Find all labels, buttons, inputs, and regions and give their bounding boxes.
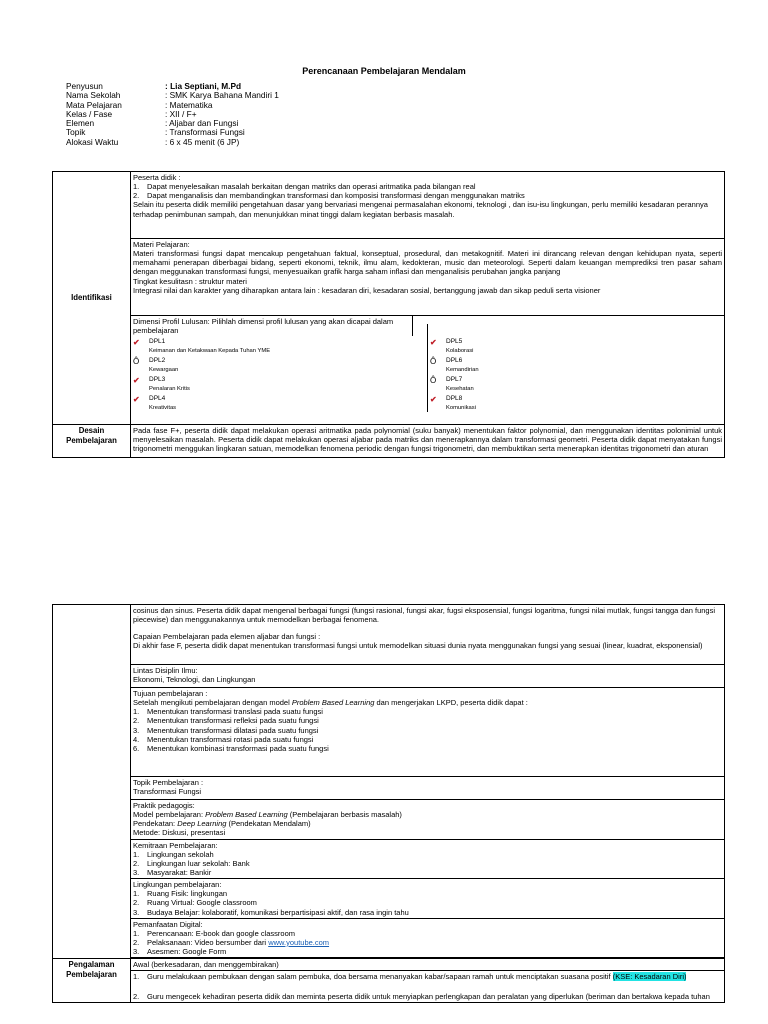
unchecked-icon[interactable]: Ô (430, 357, 437, 367)
profil-desc: Keimanan dan Ketakwaan Kepada Tuhan YME (149, 348, 271, 355)
list-item: 2. Dapat menganalisis dan membandingkan transformasi dan komposisi transformasi dengan menggunakan matriks (133, 191, 525, 201)
desain-label-continued (53, 605, 131, 959)
profil-left-column (131, 324, 428, 412)
profil-name: DPL4 (149, 395, 166, 403)
profil-desc: Kreativitas (149, 405, 177, 412)
materi-tingkat: Tingkat kesulitasn : struktur materi (133, 276, 247, 286)
materi-paragraph: Materi transformasi fungsi dapat mencakup pengetahuan faktual, konseptual, prosedural, dan metakognitif. Materi ini dirancang relevan dengan kehidupan nyata, seperti memahami penerapan diberbagai bidang, seperti ekonomi, teknik, ilmu alam, kedokteran, music dan meteorologi. Seperti dalam keuangan memprediksi tren pasar saham dengan meggunakan transformasi fungsi, menyesuaikan grafik harga saham inflasi dan menganalisis perubahan jangka panjang (133, 249, 722, 277)
profil-name: DPL7 (446, 376, 463, 384)
profil-desc: Kesehatan (446, 386, 474, 393)
meta-label: Elemen (66, 118, 95, 129)
tujuan-cell: Tujuan pembelajaran : Setelah mengikuti pembelajaran dengan model Problem Based Learning dan mengerjakan LKPD, peserta didik dapat : 1. Menentukan transformasi translasi pada suatu fungsi 2. Menentukan transformasi refleksi pada suatu fungsi 3. Menentukan transformasi dilatasi pada suatu fungsi 4. Menentukan transformasi rotasi pada suatu fungsi 6. Menentukan kombinasi transformasi pada suatu fungsi (131, 688, 725, 777)
list-item: 3. Menentukan transformasi dilatasi pada suatu fungsi (133, 725, 319, 735)
meta-value: : SMK Karya Bahana Mandiri 1 (165, 90, 279, 101)
profil-grid (131, 336, 724, 412)
identifikasi-table (52, 171, 725, 458)
list-item: 1. Lingkungan sekolah (133, 849, 214, 859)
meta-label: Alokasi Waktu (66, 136, 119, 147)
profil-item (133, 357, 427, 374)
checkmark-icon[interactable]: ✔ (133, 376, 140, 386)
meta-label: Topik (66, 127, 86, 138)
kemitraan-cell: Kemitraan Pembelajaran: 1. Lingkungan sekolah 2. Lingkungan luar sekolah: Bank 3. Masyarakat: Bankir (131, 839, 725, 879)
profil-item (133, 338, 427, 355)
meta-value: : Matematika (165, 99, 213, 110)
profil-name: DPL3 (149, 376, 166, 384)
profil-item (133, 376, 427, 393)
meta-value: : Lia Septiani, M.Pd (165, 81, 242, 91)
meta-value: : Aljabar dan Fungsi (165, 118, 239, 129)
desain-table (52, 604, 725, 1003)
profil-item (430, 338, 724, 355)
list-item: 1. Dapat menyelesaikan masalah berkaitan dengan matriks dan operasi aritmatika pada bilangan real (133, 182, 476, 192)
checkmark-icon[interactable]: ✔ (430, 338, 437, 348)
identifikasi-label: Identifikasi (53, 172, 131, 425)
list-item: 3. Budaya Belajar: kolaboratif, komunikasi berpartisipasi aktif, dan rasa ingin tahu (133, 907, 409, 917)
meta-block (66, 82, 279, 147)
peserta-paragraph: Selain itu peserta didik memiliki pengetahuan dasar yang bervariasi mengenai permasalahan ekonomi, teknologi , dan isu-isu lingkungan, perlu memiliki kesadaran perannya terhadap penimbunan sampah, dan menunjukkan minat tinggi dalam kegiatan berbasis masalah. (133, 200, 708, 219)
checkmark-icon[interactable]: ✔ (133, 338, 140, 348)
digital-cell: Pemanfaatan Digital: 1. Perencanaan: E-book dan google classroom 2. Pelaksanaan: Video bersumber dari www.youtube.com 3. Asesmen: Google Form (131, 918, 725, 958)
profil-desc: Kewargaan (149, 367, 179, 374)
profil-name: DPL5 (446, 338, 463, 346)
meta-value: : 6 x 45 menit (6 JP) (165, 136, 240, 147)
list-item: 2. Lingkungan luar sekolah: Bank (133, 858, 250, 868)
capaian-head: Capaian Pembelajaran pada elemen aljabar dan fungsi : (133, 632, 321, 642)
peserta-head: Peserta didik : (133, 173, 181, 182)
pengalaman-label: Pengalaman Pembelajaran (53, 959, 131, 1002)
peserta-didik-cell (131, 172, 725, 239)
praktik-cell: Praktik pedagogis: Model pembelajaran: Problem Based Learning (Pembelajaran berbasis masalah) Pendekatan: Deep Learning (Pendekatan Mendalam) Metode: Diskusi, presentasi (131, 800, 725, 840)
materi-head: Materi Pelajaran: (133, 240, 190, 249)
profil-name: DPL2 (149, 357, 166, 365)
profil-desc: Komunikasi (446, 405, 476, 412)
capaian-cell (131, 605, 725, 665)
desain-label: Desain Pembelajaran (53, 425, 131, 458)
kse-highlight: (KSE: Kesadaran Diri) (612, 972, 687, 982)
list-item: 1. Menentukan transformasi translasi pada suatu fungsi (133, 707, 323, 717)
meta-row (66, 138, 279, 147)
unchecked-icon[interactable]: Ô (430, 376, 437, 386)
meta-value: : XII / F+ (165, 108, 197, 119)
lintas-cell: Lintas Disiplin Ilmu: Ekonomi, Teknologi, dan Lingkungan (131, 665, 725, 688)
meta-label: Penyusun (66, 81, 103, 91)
topik-cell: Topik Pembelajaran : Transformasi Fungsi (131, 777, 725, 800)
profil-name: DPL1 (149, 338, 166, 346)
list-item: 3. Masyarakat: Bankir (133, 867, 212, 877)
document-title: Perencanaan Pembelajaran Mendalam (302, 66, 466, 76)
materi-integrasi: Integrasi nilai dan karakter yang diharapkan antara lain : kesadaran diri, kesadaran sosial, bertanggung jawab dan sikap peduli serta visioner (133, 285, 601, 295)
materi-cell (131, 239, 725, 316)
capaian-text: Di akhir fase F, peserta didik dapat menentukan transformasi fungsi untuk memodelkan situasi dunia nyata menggunakan fungsi yang sesuai (linear, kuadrat, eksponensial) (133, 641, 703, 651)
profil-desc: Penalaran Kritis (149, 386, 190, 393)
profil-desc: Kolaborasi (446, 348, 474, 355)
profil-cell (131, 316, 725, 425)
profil-item (430, 376, 724, 393)
list-item: 2. Ruang Virtual: Google classroom (133, 898, 257, 908)
checkmark-icon[interactable]: ✔ (133, 395, 140, 405)
profil-item (430, 357, 724, 374)
desain-cell-start (131, 425, 725, 458)
profil-name: DPL8 (446, 395, 463, 403)
list-item: 6. Menentukan kombinasi transformasi pada suatu fungsi (133, 743, 329, 753)
meta-label: Nama Sekolah (66, 90, 121, 101)
list-item: 1. Ruang Fisik: lingkungan (133, 889, 228, 899)
meta-value: : Transformasi Fungsi (165, 127, 245, 138)
list-item: 4. Menentukan transformasi rotasi pada suatu fungsi (133, 734, 314, 744)
profil-item (133, 395, 427, 412)
unchecked-icon[interactable]: Ô (133, 357, 140, 367)
meta-label: Kelas / Fase (66, 108, 113, 119)
profil-head: Dimensi Profil Lulusan: Pilihlah dimensi profil lulusan yang akan dicapai dalam pembelajaran (131, 316, 413, 336)
checkmark-icon[interactable]: ✔ (430, 395, 437, 405)
profil-item (430, 395, 724, 412)
pengalaman-cell: Awal (berkesadaran, dan menggembirakan) 1. Guru melakukaan pembukaan dengan salam pembuka, doa bersama menanyakan kabar/sapaan ramah untuk menciptakan suasana positif (KSE: Kesadaran Diri) 2. Guru mengecek kehadiran peserta didik dan meminta peserta didik untuk menyiapkan perlengkapan dan peralatan yang diperlukan (beriman dan bertakwa kepada tuhan (131, 959, 725, 1002)
list-item: 2. Menentukan transformasi refleksi pada suatu fungsi (133, 716, 319, 726)
youtube-link[interactable]: www.youtube.com (268, 937, 330, 947)
desain-paragraph: Pada fase F+, peserta didik dapat melakukan operasi aritmatika pada polynomial (suku banyak) menentukan faktor polynomial, dan menggunakan identitas polonimial untuk menyelesaikan masalah. Peserta didik dapat melakukan operasi aljabar pada matriks dan menerapkannya dalam transformasi geometri. Peserta didik dapat menyatakan fungsi trigonometri menggukan lingkaran satuan, memodelkan fenomena periodic dengan fungsi trigonometri, dan membuktikan serta menerapkan identitas trigonometri dan aturan (133, 426, 722, 454)
desain-paragraph-cont: cosinus dan sinus. Peserta didik dapat mengenal berbagai fungsi (fungsi rasional, fungsi akar, fugsi eksposensial, fungsi logaritma, fungsi nilai mutlak, fungsi tangga dan fungsi piecewise) dan menggunakannya untuk memodelkan berbagai fenomena. (133, 606, 716, 625)
profil-desc: Kemandirian (446, 367, 479, 374)
profil-right-column (428, 336, 724, 412)
profil-name: DPL6 (446, 357, 463, 365)
lingkungan-cell: Lingkungan pembelajaran: 1. Ruang Fisik: lingkungan 2. Ruang Virtual: Google classroom 3. Budaya Belajar: kolaboratif, komunikasi berpartisipasi aktif, dan rasa ingin tahu (131, 879, 725, 919)
meta-label: Mata Pelajaran (66, 99, 122, 110)
